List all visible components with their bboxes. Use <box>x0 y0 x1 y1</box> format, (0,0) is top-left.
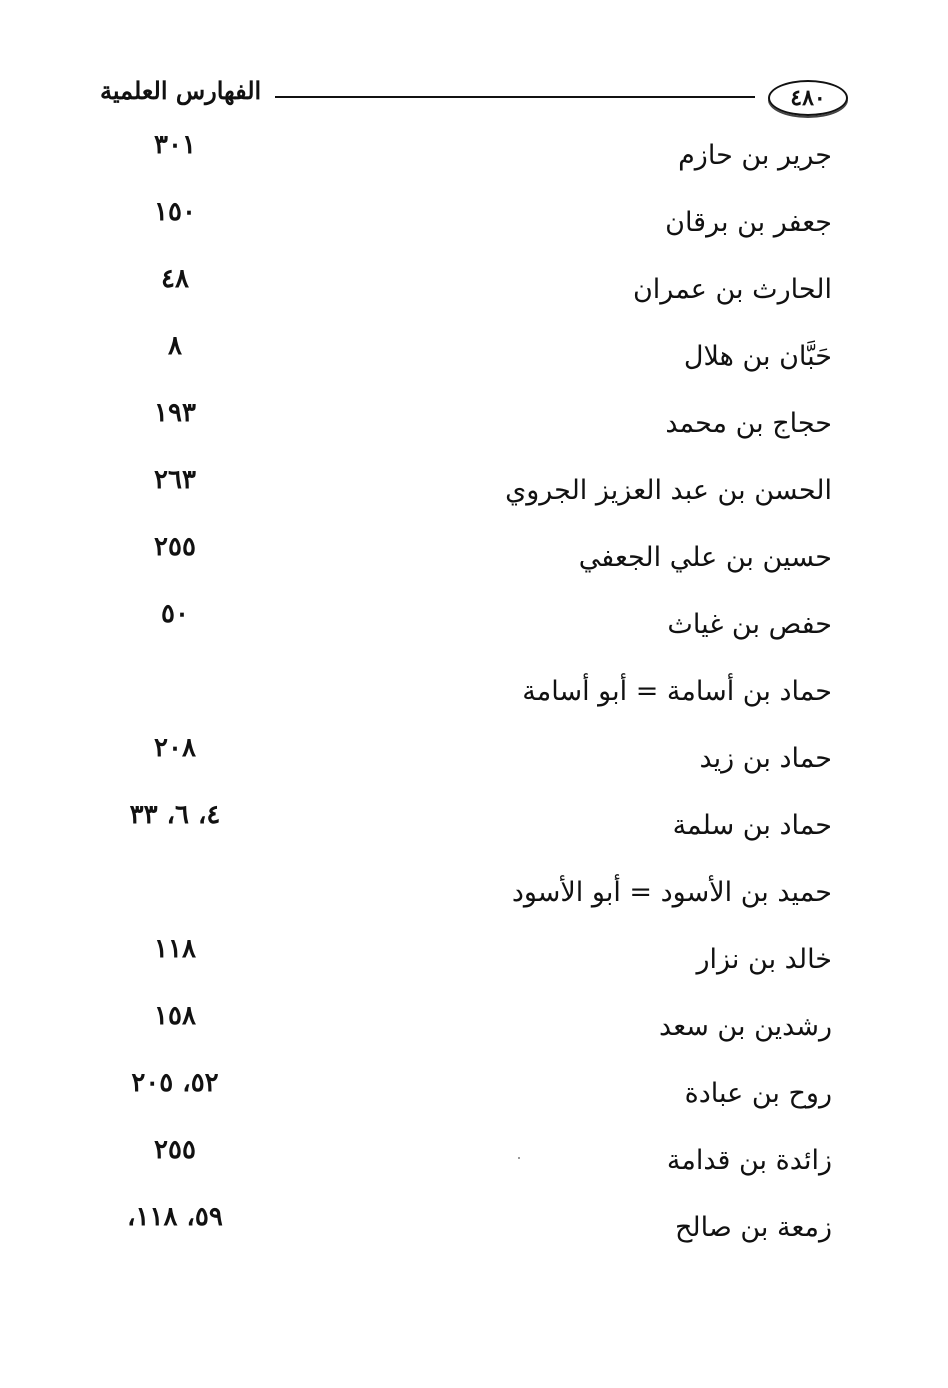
entry-pages: ٤، ٦، ٣٣ <box>129 800 221 830</box>
entry-pages: ٣٠١ <box>154 130 196 160</box>
scan-speck <box>518 1157 520 1159</box>
index-entry <box>0 934 948 994</box>
entry-name: حميد بن الأسود = أبو الأسود <box>511 877 832 908</box>
index-entry <box>0 465 948 525</box>
entry-pages: ٢٠٨ <box>154 733 196 763</box>
index-entry <box>0 733 948 793</box>
entry-pages: ١٥٠ <box>154 197 196 227</box>
page-header <box>100 70 850 120</box>
running-title: الفهارس العلمية <box>100 76 262 105</box>
entry-name: حجاج بن محمد <box>665 408 832 439</box>
index-entry <box>0 877 948 927</box>
entry-pages: ١٥٨ <box>154 1001 196 1031</box>
entry-name: خالد بن نزار <box>696 944 832 975</box>
index-entry <box>0 1202 948 1262</box>
entry-pages: ٥٢، ٢٠٥ <box>131 1068 219 1098</box>
entry-pages: ٨ <box>168 331 182 361</box>
entry-name: حماد بن أسامة = أبو أسامة <box>522 676 832 707</box>
entry-pages: ٢٦٣ <box>154 465 196 495</box>
entry-pages: ٥٠ <box>161 599 189 629</box>
index-entry <box>0 1001 948 1061</box>
page-number: ٤٨٠ <box>768 80 848 116</box>
entry-name: روح بن عبادة <box>684 1078 832 1109</box>
entry-name: حماد بن سلمة <box>672 810 832 841</box>
header-rule <box>275 96 755 98</box>
index-entry <box>0 398 948 458</box>
index-entry <box>0 331 948 391</box>
entry-pages: ٢٥٥ <box>154 532 196 562</box>
entry-name: زائدة بن قدامة <box>666 1145 832 1176</box>
entry-name: جعفر بن برقان <box>665 207 832 238</box>
entry-name: زمعة بن صالح <box>674 1212 832 1243</box>
index-entry <box>0 264 948 324</box>
entry-pages: ٢٥٥ <box>154 1135 196 1165</box>
index-entry <box>0 800 948 860</box>
entry-pages: ٤٨ <box>161 264 189 294</box>
index-entry <box>0 197 948 257</box>
index-entry <box>0 532 948 592</box>
entry-pages: ٥٩، ١١٨، <box>127 1202 223 1232</box>
index-entry <box>0 1135 948 1195</box>
entry-pages: ١٩٣ <box>154 398 196 428</box>
entry-name: الحارث بن عمران <box>632 274 832 305</box>
index-entry <box>0 1068 948 1128</box>
entry-name: حفص بن غياث <box>667 609 832 640</box>
index-entry <box>0 130 948 190</box>
entry-name: حماد بن زيد <box>699 743 832 774</box>
entry-name: جرير بن حازم <box>678 140 832 171</box>
index-entry <box>0 599 948 659</box>
index-entry <box>0 676 948 726</box>
entry-pages: ١١٨ <box>154 934 196 964</box>
entry-name: حَبَّان بن هلال <box>683 341 832 372</box>
entry-name: حسين بن علي الجعفي <box>578 542 832 573</box>
entry-name: الحسن بن عبد العزيز الجروي <box>505 475 832 506</box>
entry-name: رشدين بن سعد <box>659 1011 832 1042</box>
